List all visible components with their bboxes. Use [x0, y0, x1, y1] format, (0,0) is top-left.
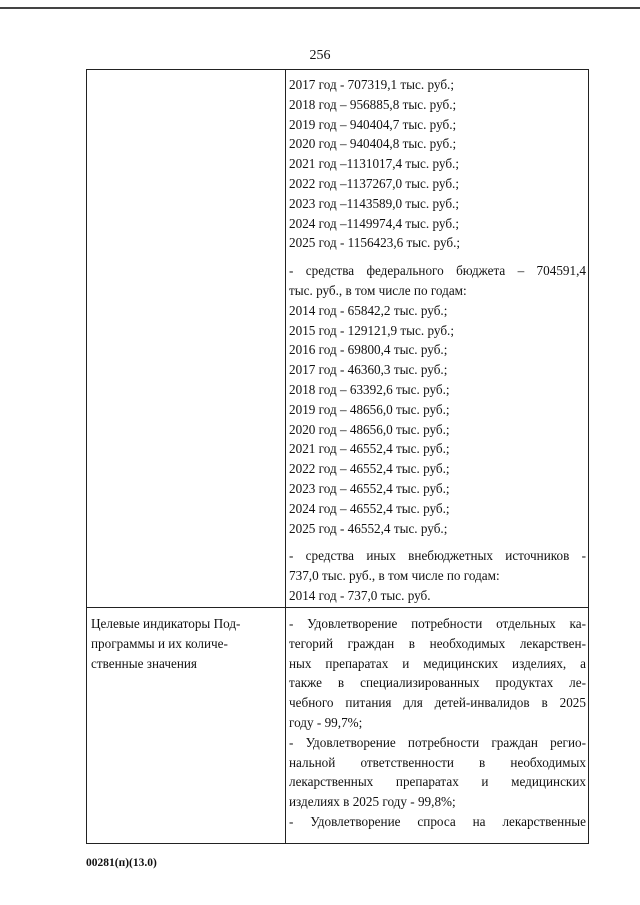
indicator-line: ных препаратах и медицинских изделиях, а [289, 655, 586, 671]
indicator-line: нальной ответственности в необходимых [289, 754, 586, 770]
funding-continued-list [289, 75, 586, 253]
row-divider [87, 607, 588, 608]
other-sources-block [289, 546, 586, 605]
indicators-label-line: ственные значения [91, 655, 198, 671]
federal-year-line: 2014 год - 65842,2 тыс. руб.; [289, 302, 448, 318]
funding-line: 2025 год - 1156423,6 тыс. руб.; [289, 235, 461, 251]
federal-year-line: 2019 год – 48656,0 тыс. руб.; [289, 401, 450, 417]
federal-heading-line: - средства федерального бюджета – 704591,4 [289, 263, 586, 279]
federal-year-line: 2017 год - 46360,3 тыс. руб.; [289, 362, 448, 378]
indicators-values [289, 614, 586, 832]
funding-line: 2023 год –1143589,0 тыс. руб.; [289, 195, 460, 211]
federal-year-line: 2023 год – 46552,4 тыс. руб.; [289, 480, 450, 496]
top-rule [0, 7, 640, 9]
funding-line: 2019 год – 940404,7 тыс. руб.; [289, 116, 457, 132]
indicator-line: - Удовлетворение спроса на лекарственные [289, 813, 586, 829]
funding-line: 2017 год - 707319,1 тыс. руб.; [289, 77, 454, 92]
federal-year-line: 2015 год - 129121,9 тыс. руб.; [289, 322, 454, 338]
other-heading-line: - средства иных внебюджетных источников - [289, 548, 586, 564]
indicator-line: году - 99,7%; [289, 714, 363, 730]
indicator-line: также в специализированных продуктах ле- [289, 675, 586, 691]
indicator-item [289, 733, 586, 812]
document-code: 00281(п)(13.0) [86, 857, 157, 869]
federal-year-line: 2025 год - 46552,4 тыс. руб.; [289, 520, 448, 536]
indicators-label-line: программы и их количе- [91, 635, 228, 651]
funding-line: 2022 год –1137267,0 тыс. руб.; [289, 175, 460, 191]
funding-line: 2024 год –1149974,4 тыс. руб.; [289, 215, 460, 231]
federal-year-line: 2018 год – 63392,6 тыс. руб.; [289, 381, 450, 397]
indicator-line: - Удовлетворение потребности граждан регио- [289, 734, 586, 750]
indicator-item [289, 812, 586, 832]
funding-line: 2020 год – 940404,8 тыс. руб.; [289, 136, 457, 152]
other-heading-line: 737,0 тыс. руб., в том числе по годам: [289, 568, 500, 584]
federal-heading-line: тыс. руб., в том числе по годам: [289, 282, 467, 298]
indicators-label-line: Целевые индикаторы Под- [91, 616, 241, 631]
other-year-line: 2014 год - 737,0 тыс. руб. [289, 587, 431, 603]
funding-line: 2021 год –1131017,4 тыс. руб.; [289, 156, 460, 172]
indicators-label [91, 614, 281, 673]
federal-year-line: 2016 год - 69800,4 тыс. руб.; [289, 342, 448, 358]
federal-budget-block [289, 261, 586, 538]
indicator-line: - Удовлетворение потребности отдельных ка- [289, 616, 586, 631]
federal-year-line: 2021 год – 46552,4 тыс. руб.; [289, 441, 450, 457]
federal-year-line: 2020 год – 48656,0 тыс. руб.; [289, 421, 450, 437]
column-divider [285, 70, 286, 843]
document-table [86, 69, 589, 844]
federal-year-line: 2022 год – 46552,4 тыс. руб.; [289, 461, 450, 477]
page-number: 256 [309, 48, 331, 63]
federal-year-line: 2024 год – 46552,4 тыс. руб.; [289, 500, 450, 516]
indicator-line: чебного питания для детей-инвалидов в 2025 [289, 695, 586, 711]
indicator-line: лекарственных препаратах и медицинских [289, 774, 586, 790]
indicator-line: изделиях в 2025 году - 99,8%; [289, 794, 456, 810]
indicator-item [289, 614, 586, 733]
funding-cell [289, 75, 586, 606]
funding-line: 2018 год – 956885,8 тыс. руб.; [289, 96, 457, 112]
indicator-line: тегорий граждан в необходимых лекарствен- [289, 635, 586, 651]
